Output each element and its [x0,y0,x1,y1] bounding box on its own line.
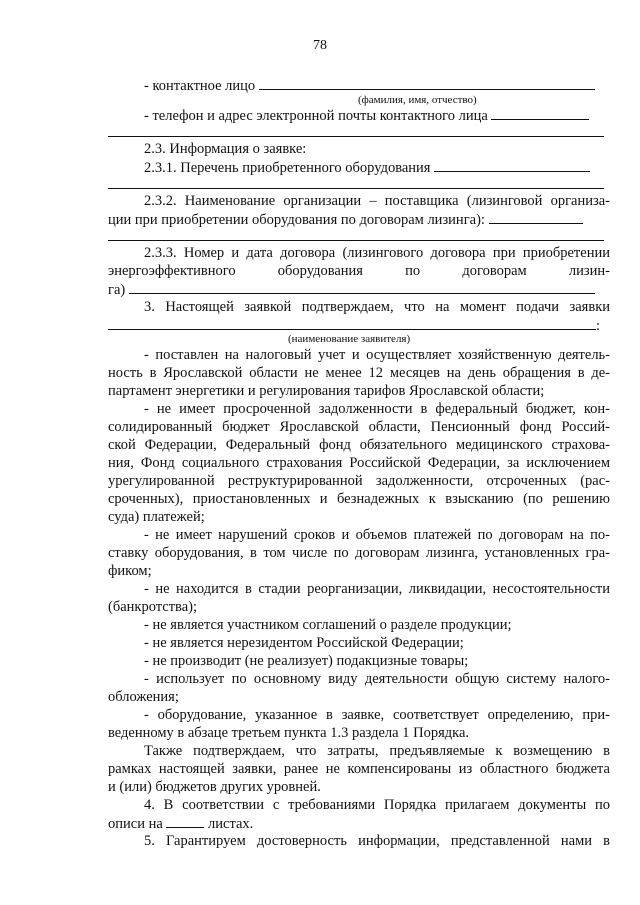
condition-2-line-5: урегулированной реструктурированной задолженности, отсроченных (рас- [108,473,610,489]
also-confirm-line-1: Также подтверждаем, что затраты, предъявляемые к возмещению в [144,743,610,759]
applicant-caption: (наименование заявителя) [288,333,411,345]
word: по [405,263,421,279]
phone-email-blank[interactable] [491,106,589,120]
section-2-3-1-line [108,158,610,177]
condition-7: - не производит (не реализует) подакцизные товары; [144,653,469,669]
section-2-3-3-line-1: 2.3.3. Номер и дата договора (лизингового договора при приобретении [144,245,610,261]
page-number: 78 [313,38,327,53]
condition-3-line-3: фиком; [108,563,152,579]
section-2-3-3-tail: га) [108,282,126,298]
section-4-line-2 [108,814,610,833]
supplier-rule[interactable] [108,240,604,241]
section-3-line-1: 3. Настоящей заявкой подтверждаем, что на момент подачи заявки [144,299,610,315]
section-2-3-3-line-3 [108,280,610,299]
also-confirm-line-2: рамках настоящей заявки, ранее не компенсированы из областного бюджета [108,761,610,777]
condition-2-line-2: солидированный бюджет Ярославской области, Пенсионный фонд Россий- [108,419,610,435]
section-2-3-2-line-1: 2.3.2. Наименование организации – поставщика (лизинговой организа- [144,193,610,209]
contract-blank[interactable] [129,280,595,294]
section-4-line-1: 4. В соответствии с требованиями Порядка прилагаем документы по [144,797,610,813]
sheets-count-blank[interactable] [166,814,204,828]
supplier-blank[interactable] [489,210,583,224]
contact-person-label: - контактное лицо [144,78,256,94]
condition-8-line-1: - использует по основному виду деятельности общую систему налого- [144,671,610,687]
phone-email-line [108,106,610,125]
condition-2-line-6: сроченных), приостановленных и безнадежных к взысканию (по решению [108,491,610,507]
condition-1-line-3: партамент энергетики и регулирования тарифов Ярославской области; [108,383,545,399]
also-confirm-line-3: и (или) бюджетов других уровней. [108,779,321,795]
word: договорам [462,263,527,279]
equipment-list-rule[interactable] [108,188,604,189]
contact-person-line [108,76,610,95]
condition-6: - не является нерезидентом Российской Федерации; [144,635,464,651]
condition-9-line-1: - оборудование, указанное в заявке, соответствует определению, при- [144,707,610,723]
applicant-blank[interactable] [108,316,596,330]
section-2-3-3-line-2 [108,262,610,280]
phone-email-label: - телефон и адрес электронной почты контактного лица [144,108,488,124]
condition-8-line-2: обложения; [108,689,179,705]
condition-1-line-2: ность в Ярославской области не менее 12 месяцев на день обращения в де- [108,365,610,381]
contact-person-blank[interactable] [259,76,595,90]
section-4-post: листах. [208,816,254,832]
applicant-colon: : [596,318,601,334]
condition-4-line-2: (банкротства); [108,599,197,615]
word: оборудования [277,263,363,279]
word: энергоэффективного [108,263,236,279]
section-4-pre: описи на [108,816,163,832]
condition-3-line-2: ставку оборудования, в том числе по договорам лизинга, установленных гра- [108,545,610,561]
condition-3-line-1: - не имеет нарушений сроков и объемов платежей по договорам на по- [144,527,610,543]
condition-2-line-7: суда) платежей; [108,509,205,525]
condition-5: - не является участником соглашений о разделе продукции; [144,617,512,633]
equipment-list-blank[interactable] [434,158,590,172]
phone-email-rule[interactable] [108,136,604,137]
contact-caption: (фамилия, имя, отчество) [358,94,477,106]
condition-2-line-4: ния, Фонд социального страхования Российской Федерации, за исключением [108,455,610,471]
section-2-3: 2.3. Информация о заявке: [144,141,307,157]
word: лизин- [568,263,610,279]
condition-2-line-3: ской Федерации, Федеральный фонд обязательного медицинского страхова- [108,437,610,453]
section-5-line-1: 5. Гарантируем достоверность информации, представленной нами в [144,833,610,849]
condition-1-line-1: - поставлен на налоговый учет и осуществляет хозяйственную деятель- [144,347,610,363]
section-2-3-1-label: 2.3.1. Перечень приобретенного оборудования [144,160,431,176]
section-2-3-2-line-2 [108,210,610,229]
condition-9-line-2: веденному в абзаце третьем пункта 1.3 раздела 1 Порядка. [108,725,470,741]
condition-4-line-1: - не находится в стадии реорганизации, ликвидации, несостоятельности [144,581,610,597]
section-2-3-2-label: ции при приобретении оборудования по договорам лизинга): [108,212,485,228]
condition-2-line-1: - не имеет просроченной задолженности в федеральный бюджет, кон- [144,401,610,417]
